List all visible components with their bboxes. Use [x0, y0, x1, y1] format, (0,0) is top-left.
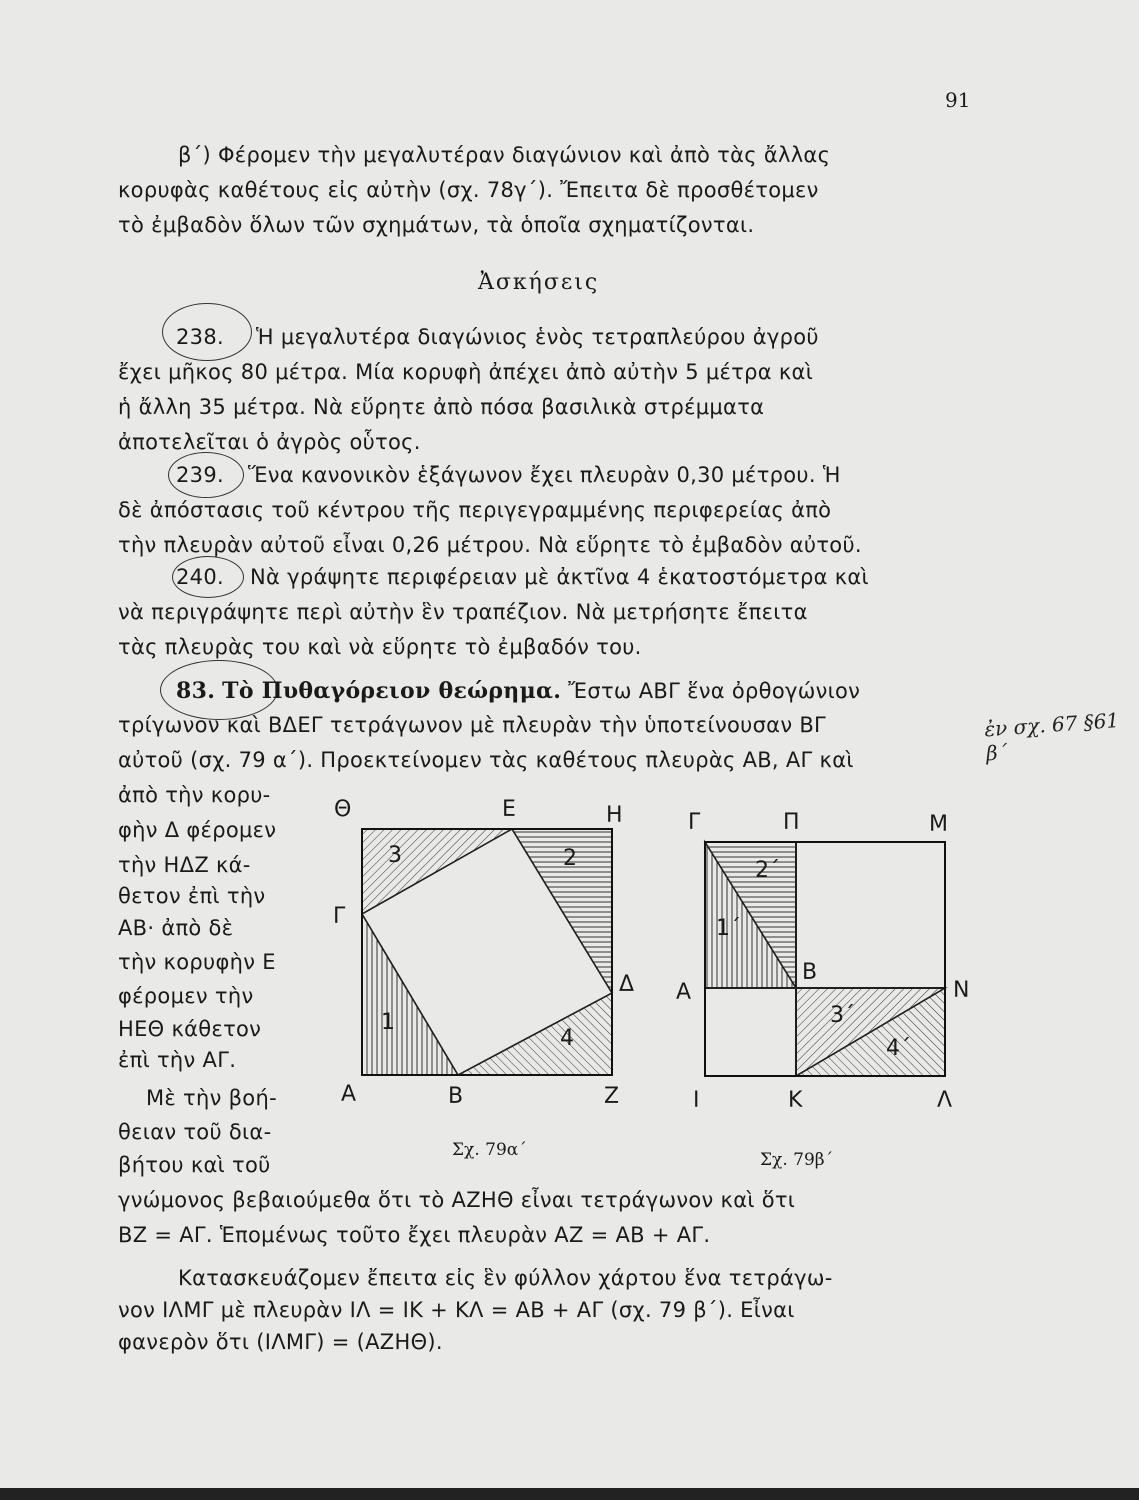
fig-b-label-m: Μ [929, 812, 948, 837]
text-line: ἀποτελεῖται ὁ ἀγρὸς οὗτος. [118, 430, 421, 454]
fig-a-caption: Σχ. 79α΄ [452, 1140, 527, 1160]
side-text-line: ΗΕΘ κάθετον [118, 1017, 262, 1041]
fig-b-square-upper-right [796, 842, 945, 988]
fig-a-label-b: Β [448, 1084, 464, 1109]
fig-b-region-label-1: 1΄ [716, 916, 741, 941]
fig-b-label-pi: Π [783, 810, 800, 835]
text-line: Ἕνα κανονικὸν ἑξάγωνον ἔχει πλευρὰν 0,30 μέτρου. Ἡ [248, 463, 841, 487]
text-line: τὰς πλευρὰς του καὶ νὰ εὕρητε τὸ ἐμβαδόν του. [118, 635, 642, 659]
text-line: φανερὸν ὅτι (ΙΛΜΓ) = (ΑΖΗΘ). [118, 1330, 443, 1354]
text-line: β΄) Φέρομεν τὴν μεγαλυτέραν διαγώνιον καὶ ἀπὸ τὰς ἄλλας [178, 143, 831, 167]
text-line: αὐτοῦ (σχ. 79 α΄). Προεκτείνομεν τὰς καθέτους πλευρὰς ΑΒ, ΑΓ καὶ [118, 748, 854, 772]
text-line: Κατασκευάζομεν ἔπειτα εἰς ἓν φύλλον χάρτου ἕνα τετράγω- [178, 1266, 833, 1290]
side-text-line: Μὲ τὴν βοή- [146, 1086, 277, 1110]
fig-b-label-a: Α [676, 980, 692, 1005]
fig-b-label-b: Β [802, 960, 818, 985]
fig-a-region-label-4: 4 [560, 1026, 574, 1051]
handwritten-margin-note: ἐν σχ. 67 §61 β΄ [983, 708, 1120, 766]
section-heading: Ἀσκήσεις [478, 270, 600, 295]
fig-a-region-label-2: 2 [563, 846, 577, 871]
fig-b-region-label-2: 2΄ [755, 858, 780, 883]
fig-b-label-k: Κ [788, 1088, 803, 1113]
fig-a-region-label-3: 3 [388, 843, 402, 868]
fig-a-label-a: Α [341, 1082, 357, 1107]
text-line: Νὰ γράψητε περιφέρειαν μὲ ἀκτῖνα 4 ἑκατοστόμετρα καὶ [250, 565, 869, 589]
fig-a-label-delta: Δ [619, 972, 635, 997]
text-line: γνώμονος βεβαιούμεθα ὅτι τὸ ΑΖΗΘ εἶναι τετράγωνον καὶ ὅτι [118, 1188, 796, 1212]
page-number: 91 [945, 88, 971, 112]
fig-a-label-theta: Θ [334, 797, 352, 822]
text-line: τὸ ἐμβαδὸν ὅλων τῶν σχημάτων, τὰ ὁποῖα σχηματίζονται. [118, 213, 755, 237]
exercise-239-number: 239. [176, 463, 224, 487]
side-text-line: ἐπὶ τὴν ΑΓ. [118, 1048, 237, 1072]
fig-a-label-z: Ζ [604, 1084, 620, 1109]
fig-b-label-gamma: Γ [688, 810, 701, 835]
fig-b-label-i: Ι [693, 1088, 700, 1113]
fig-b-square-lower-left [705, 988, 796, 1076]
text-line: τὴν πλευρὰν αὐτοῦ εἶναι 0,26 μέτρου. Νὰ εὕρητε τὸ ἐμβαδὸν αὐτοῦ. [118, 533, 862, 557]
section-83-title: Τὸ Πυθαγόρειον θεώρημα. [222, 678, 562, 704]
text-line: δὲ ἀπόστασις τοῦ κέντρου τῆς περιγεγραμμένης περιφερείας ἀπὸ [118, 498, 832, 522]
text-line: Ἡ μεγαλυτέρα διαγώνιος ἑνὸς τετραπλεύρου ἀγροῦ [256, 325, 819, 349]
fig-b-region-label-3: 3΄ [830, 1003, 855, 1028]
side-text-line: ἀπὸ τὴν κορυ- [118, 783, 271, 807]
fig-b-region-label-4: 4΄ [886, 1036, 911, 1061]
side-text-line: θειαν τοῦ δια- [118, 1120, 272, 1144]
side-text-line: τὴν κορυφὴν Ε [118, 950, 276, 974]
side-text-line: βήτου καὶ τοῦ [118, 1153, 271, 1177]
fig-b-caption: Σχ. 79β΄ [760, 1150, 834, 1170]
text-line: ΒΖ = ΑΓ. Ἑπομένως τοῦτο ἔχει πλευρὰν ΑΖ = ΑΒ + ΑΓ. [118, 1223, 711, 1247]
text-line: τρίγωνον καὶ ΒΔΕΓ τετράγωνον μὲ πλευρὰν τὴν ὑποτείνουσαν ΒΓ [118, 713, 827, 737]
fig-a-label-h: Η [606, 803, 623, 828]
text-line: νὰ περιγράψητε περὶ αὐτὴν ἓν τραπέζιον. Νὰ μετρήσητε ἔπειτα [118, 600, 808, 624]
side-text-line: φέρομεν τὴν [118, 984, 254, 1008]
side-text-line: θετον ἐπὶ τὴν [118, 884, 266, 908]
section-83-line1: Ἔστω ΑΒΓ ἕνα ὀρθογώνιον [568, 679, 861, 703]
text-line: ἡ ἄλλη 35 μέτρα. Νὰ εὕρητε ἀπὸ πόσα βασιλικὰ στρέμματα [118, 395, 765, 419]
section-83-num: 83. [176, 678, 216, 704]
scan-border [0, 1488, 1139, 1500]
fig-b-label-n: Ν [953, 978, 970, 1003]
text-line: ἔχει μῆκος 80 μέτρα. Μία κορυφὴ ἀπέχει ἀπὸ αὐτὴν 5 μέτρα καὶ [118, 360, 814, 384]
fig-a-label-e: Ε [502, 797, 516, 822]
fig-a-label-gamma: Γ [333, 904, 346, 929]
text-line: κορυφὰς καθέτους εἰς αὐτὴν (σχ. 78γ΄). Ἔπειτα δὲ προσθέτομεν [118, 178, 819, 202]
exercise-240-number: 240. [176, 565, 224, 589]
fig-a-region-label-1: 1 [381, 1010, 395, 1035]
side-text-line: τὴν ΗΔΖ κά- [118, 853, 251, 877]
exercise-238-number: 238. [176, 325, 224, 349]
side-text-line: ΑΒ· ἀπὸ δὲ [118, 916, 234, 940]
text-line: νον ΙΛΜΓ μὲ πλευρὰν ΙΛ = ΙΚ + ΚΛ = ΑΒ + ΑΓ (σχ. 79 β΄). Εἶναι [118, 1298, 795, 1322]
fig-b-label-lambda: Λ [937, 1088, 953, 1113]
side-text-line: φὴν Δ φέρομεν [118, 818, 277, 842]
